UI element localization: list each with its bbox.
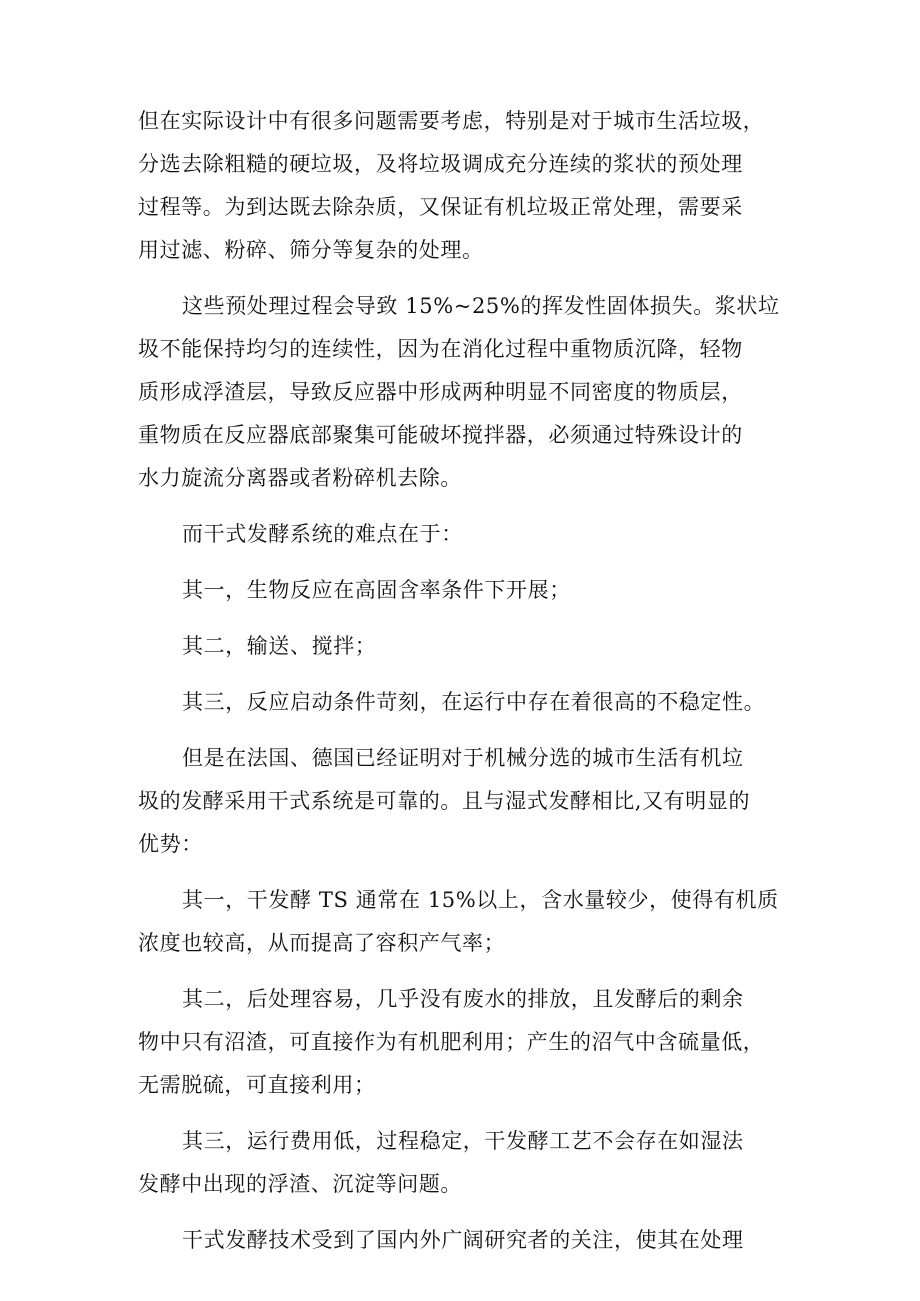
text-line: 圾的发酵采用干式系统是可靠的。且与湿式发酵相比,又有明显的 bbox=[138, 789, 751, 813]
paragraph-5 bbox=[138, 625, 810, 668]
text-line: 干式发酵技术受到了国内外广阔研究者的关注，使其在处理 bbox=[182, 1228, 744, 1252]
text-line: 其三，运行费用低，过程稳定，干发酵工艺不会存在如湿法 bbox=[182, 1129, 744, 1153]
text-line: 用过滤、粉碎、筛分等复杂的处理。 bbox=[138, 238, 484, 262]
text-line: 质形成浮渣层，导致反应器中形成两种明显不同密度的物质层， bbox=[138, 380, 743, 404]
text-line: 水力旋流分离器或者粉碎机去除。 bbox=[138, 466, 462, 490]
paragraph-6 bbox=[138, 681, 810, 724]
paragraph-2 bbox=[138, 285, 810, 500]
text-line: 而干式发酵系统的难点在于： bbox=[182, 522, 463, 546]
text-line: 分选去除粗糙的硬垃圾，及将垃圾调成充分连续的浆状的预处理 bbox=[138, 152, 743, 176]
text-line: 但是在法国、德国已经证明对于机械分选的城市生活有机垃 bbox=[182, 746, 744, 770]
paragraph-8 bbox=[138, 879, 810, 965]
text-line: 这些预处理过程会导致 15%~25%的挥发性固体损失。浆状垃 bbox=[182, 294, 780, 318]
paragraph-3 bbox=[138, 513, 810, 556]
text-line: 物中只有沼渣，可直接作为有机肥利用；产生的沼气中含硫量低， bbox=[138, 1030, 765, 1054]
paragraph-11 bbox=[138, 1219, 810, 1262]
paragraph-4 bbox=[138, 569, 810, 612]
text-line: 其三，反应启动条件苛刻，在运行中存在着很高的不稳定性。 bbox=[182, 690, 766, 714]
text-line: 但在实际设计中有很多问题需要考虑，特别是对于城市生活垃圾， bbox=[138, 109, 765, 133]
text-line: 重物质在反应器底部聚集可能破坏搅拌器，必须通过特殊设计的 bbox=[138, 423, 743, 447]
text-line: 其一，干发酵 TS 通常在 15%以上，含水量较少，使得有机质 bbox=[182, 888, 779, 912]
text-line: 过程等。为到达既去除杂质，又保证有机垃圾正常处理，需要采 bbox=[138, 195, 743, 219]
document-page bbox=[138, 100, 810, 1275]
paragraph-7 bbox=[138, 737, 810, 866]
paragraph-9 bbox=[138, 978, 810, 1107]
text-line: 发酵中出现的浮渣、沉淀等问题。 bbox=[138, 1172, 462, 1196]
text-line: 其二，后处理容易，几乎没有废水的排放，且发酵后的剩余 bbox=[182, 987, 744, 1011]
text-line: 其二，输送、搅拌； bbox=[182, 634, 377, 658]
text-line: 无需脱硫，可直接利用； bbox=[138, 1073, 376, 1097]
paragraph-1 bbox=[138, 100, 810, 272]
text-line: 优势： bbox=[138, 832, 203, 856]
text-line: 圾不能保持均匀的连续性，因为在消化过程中重物质沉降，轻物 bbox=[138, 337, 743, 361]
paragraph-10 bbox=[138, 1120, 810, 1206]
text-line: 浓度也较高，从而提高了容积产气率； bbox=[138, 931, 506, 955]
text-line: 其一，生物反应在高固含率条件下开展； bbox=[182, 578, 571, 602]
